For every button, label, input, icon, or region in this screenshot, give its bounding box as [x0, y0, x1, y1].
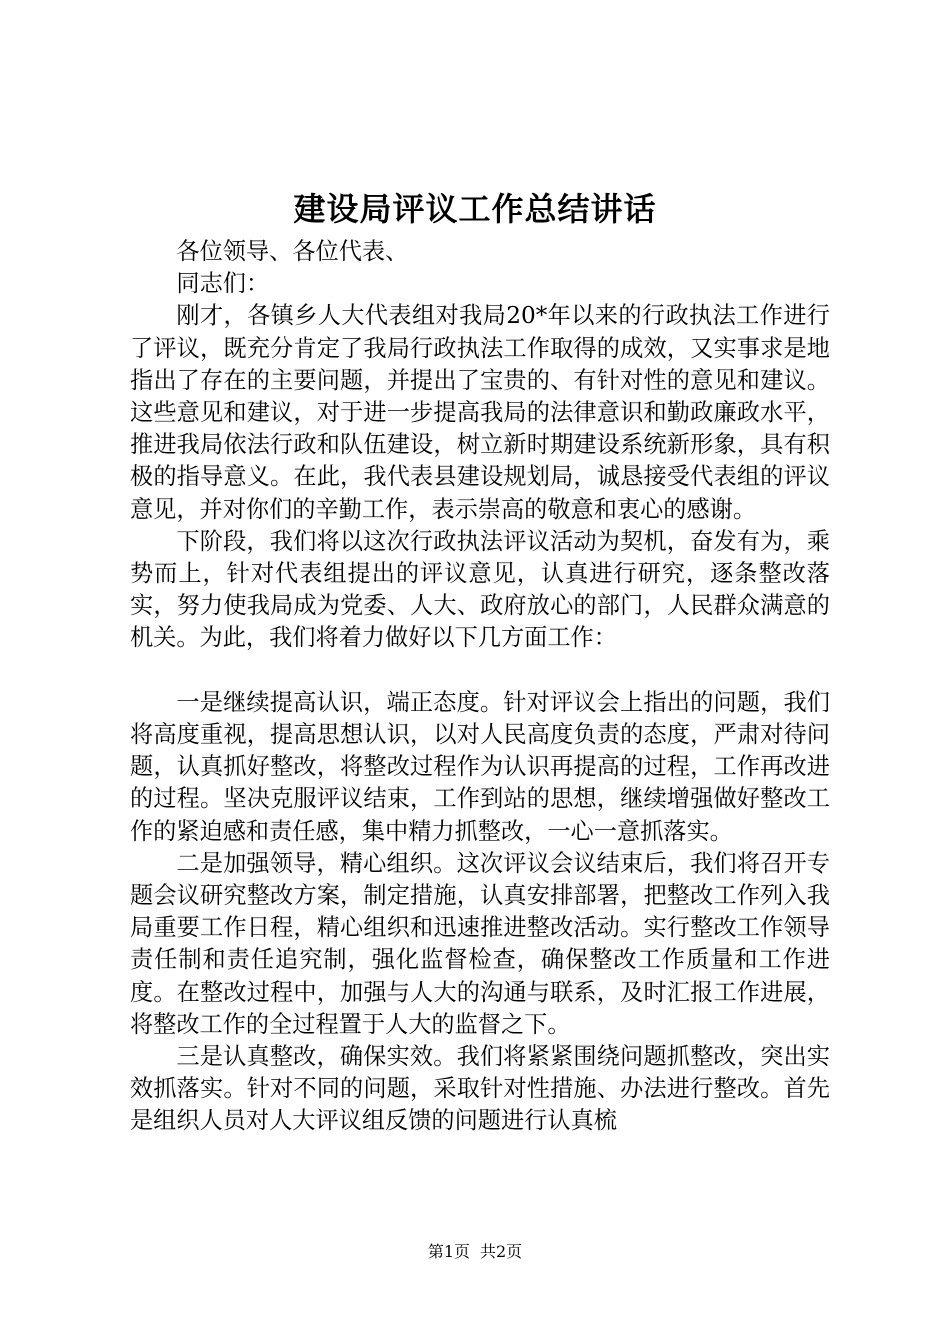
blank-line [130, 655, 830, 687]
page-number: 第1页 [427, 1242, 470, 1261]
document-title: 建设局评议工作总结讲话 [293, 190, 657, 228]
salutation-line-2: 同志们： [176, 270, 270, 298]
page-total: 共2页 [480, 1242, 523, 1261]
paragraph-point-three: 三是认真整改，确保实效。我们将紧紧围绕问题抓整改，突出实效抓落实。针对不同的问题，采取针对性措施、办法进行整改。首先是组织人员对人大评议组反馈的问题进行认真梳 [130, 1043, 830, 1135]
paragraph-next-stage: 下阶段，我们将以这次行政执法评议活动为契机，奋发有为，乘势而上，针对代表组提出的评议意见，认真进行研究，逐条整改落实，努力使我局成为党委、人大、政府放心的部门，人民群众满意的机关。为此，我们将着力做好以下几方面工作： [130, 527, 830, 652]
paragraph-point-two: 二是加强领导，精心组织。这次评议会议结束后，我们将召开专题会议研究整改方案，制定措施，认真安排部署，把整改工作列入我局重要工作日程，精心组织和迅速推进整改活动。实行整改工作领导责任制和责任追究制，强化监督检查，确保整改工作质量和工作进度。在整改过程中，加强与人大的沟通与联系，及时汇报工作进展，将整改工作的全过程置于人大的监督之下。 [130, 849, 830, 1038]
paragraph-point-one: 一是继续提高认识，端正态度。针对评议会上指出的问题，我们将高度重视，提高思想认识，以对人民高度负责的态度，严肃对待问题，认真抓好整改，将整改过程作为认识再提高的过程，工作再改进的过程。坚决克服评议结束，工作到站的思想，继续增强做好整改工作的紧迫感和责任感，集中精力抓整改，一心一意抓落实。 [130, 688, 830, 845]
salutation-line-1: 各位领导、各位代表、 [176, 238, 409, 265]
page-footer [0, 1240, 950, 1264]
paragraph-opening: 刚才，各镇乡人大代表组对我局20*年以来的行政执法工作进行了评议，既充分肯定了我局行政执法工作取得的成效，又实事求是地指出了存在的主要问题，并提出了宝贵的、有针对性的意见和建议。这些意见和建议，对于进一步提高我局的法律意识和勤政廉政水平，推进我局依法行政和队伍建设，树立新时期建设系统新形象，具有积极的指导意义。在此，我代表县建设规划局，诚恳接受代表组的评议意见，并对你们的辛勤工作，表示崇高的敬意和衷心的感谢。 [130, 302, 830, 523]
document-body [130, 236, 830, 1138]
